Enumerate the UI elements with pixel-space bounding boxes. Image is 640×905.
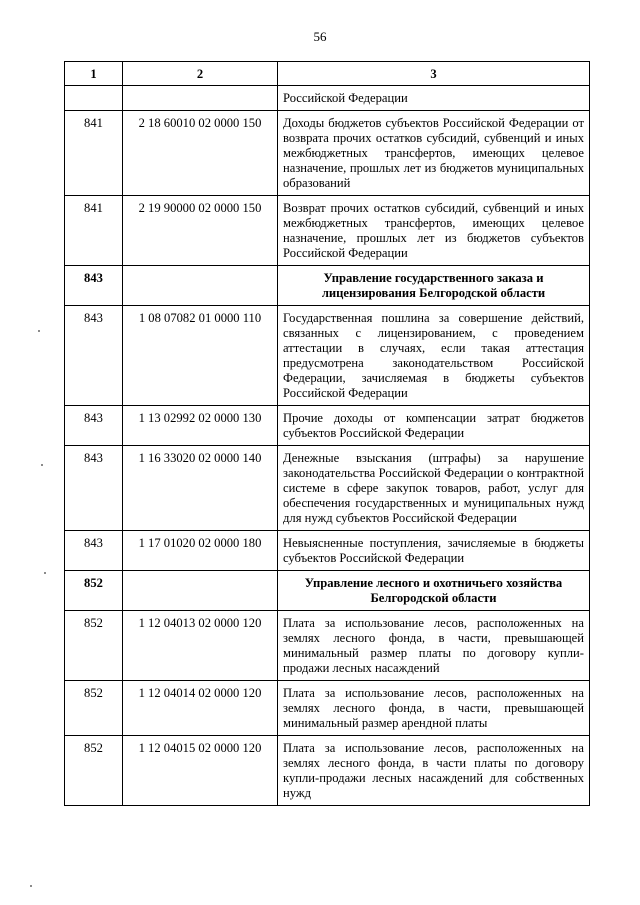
table-row <box>65 736 590 806</box>
description-cell: Управление лесного и охотничьего хозяйства Белгородской области <box>278 571 590 611</box>
admin-code-cell: 841 <box>65 196 123 266</box>
revenue-code-cell: 1 16 33020 02 0000 140 <box>123 446 278 531</box>
description-cell: Возврат прочих остатков субсидий, субвенций и иных межбюджетных трансфертов, имеющих целевое назначение, прошлых лет из бюджетов субъектов Российской Федерации <box>278 196 590 266</box>
table-row <box>65 111 590 196</box>
table-row <box>65 306 590 406</box>
revenue-code-cell: 1 12 04013 02 0000 120 <box>123 611 278 681</box>
column-header-2: 2 <box>123 62 278 86</box>
scan-speck <box>41 464 43 466</box>
description-cell: Плата за использование лесов, расположенных на землях лесного фонда, в части платы по договору купли-продажи лесных насаждений для собственных нужд <box>278 736 590 806</box>
admin-code-cell: 852 <box>65 571 123 611</box>
section-row <box>65 571 590 611</box>
table-row <box>65 611 590 681</box>
admin-code-cell: 843 <box>65 306 123 406</box>
admin-code-cell: 843 <box>65 266 123 306</box>
description-cell: Плата за использование лесов, расположенных на землях лесного фонда, в части, превышающей минимальный размер арендной платы <box>278 681 590 736</box>
admin-code-cell: 852 <box>65 681 123 736</box>
scan-speck <box>30 885 32 887</box>
admin-code-cell: 852 <box>65 736 123 806</box>
table-row <box>65 531 590 571</box>
revenue-code-cell <box>123 266 278 306</box>
description-cell: Плата за использование лесов, расположенных на землях лесного фонда, в части, превышающей минимальный размер платы по договору купли-продажи лесных насаждений <box>278 611 590 681</box>
revenue-code-cell: 1 12 04014 02 0000 120 <box>123 681 278 736</box>
admin-code-cell: 841 <box>65 111 123 196</box>
revenue-code-cell: 1 12 04015 02 0000 120 <box>123 736 278 806</box>
scan-speck <box>38 330 40 332</box>
revenue-code-cell: 1 17 01020 02 0000 180 <box>123 531 278 571</box>
column-header-3: 3 <box>278 62 590 86</box>
revenue-code-cell: 1 13 02992 02 0000 130 <box>123 406 278 446</box>
description-cell: Прочие доходы от компенсации затрат бюджетов субъектов Российской Федерации <box>278 406 590 446</box>
description-cell: Доходы бюджетов субъектов Российской Федерации от возврата прочих остатков субсидий, субвенций и иных межбюджетных трансфертов, имеющих целевое назначение, прошлых лет из бюджетов муниципальных образований <box>278 111 590 196</box>
description-cell: Российской Федерации <box>278 86 590 111</box>
description-cell: Невыясненные поступления, зачисляемые в бюджеты субъектов Российской Федерации <box>278 531 590 571</box>
description-cell: Государственная пошлина за совершение действий, связанных с лицензированием, с проведением аттестации в случаях, если такая аттестация предусмотрена законодательством Российской Федерации, зачисляемая в бюджеты субъектов Российской Федерации <box>278 306 590 406</box>
table-row <box>65 196 590 266</box>
admin-code-cell <box>65 86 123 111</box>
description-cell: Денежные взыскания (штрафы) за нарушение законодательства Российской Федерации о контрактной системе в сфере закупок товаров, работ, услуг для обеспечения государственных и муниципальных нужд для нужд субъектов Российской Федерации <box>278 446 590 531</box>
page-number: 56 <box>313 29 327 44</box>
section-row <box>65 266 590 306</box>
column-header-1: 1 <box>65 62 123 86</box>
header-row <box>65 62 590 86</box>
table-row <box>65 446 590 531</box>
admin-code-cell: 843 <box>65 531 123 571</box>
table-row <box>65 86 590 111</box>
budget-revenue-table <box>64 61 590 806</box>
table-body <box>65 86 590 806</box>
scan-speck <box>44 572 46 574</box>
revenue-code-cell <box>123 86 278 111</box>
revenue-code-cell <box>123 571 278 611</box>
revenue-code-cell: 2 18 60010 02 0000 150 <box>123 111 278 196</box>
revenue-code-cell: 2 19 90000 02 0000 150 <box>123 196 278 266</box>
description-cell: Управление государственного заказа и лицензирования Белгородской области <box>278 266 590 306</box>
table-row <box>65 406 590 446</box>
admin-code-cell: 843 <box>65 406 123 446</box>
admin-code-cell: 843 <box>65 446 123 531</box>
admin-code-cell: 852 <box>65 611 123 681</box>
table-header <box>65 62 590 86</box>
table-row <box>65 681 590 736</box>
revenue-code-cell: 1 08 07082 01 0000 110 <box>123 306 278 406</box>
